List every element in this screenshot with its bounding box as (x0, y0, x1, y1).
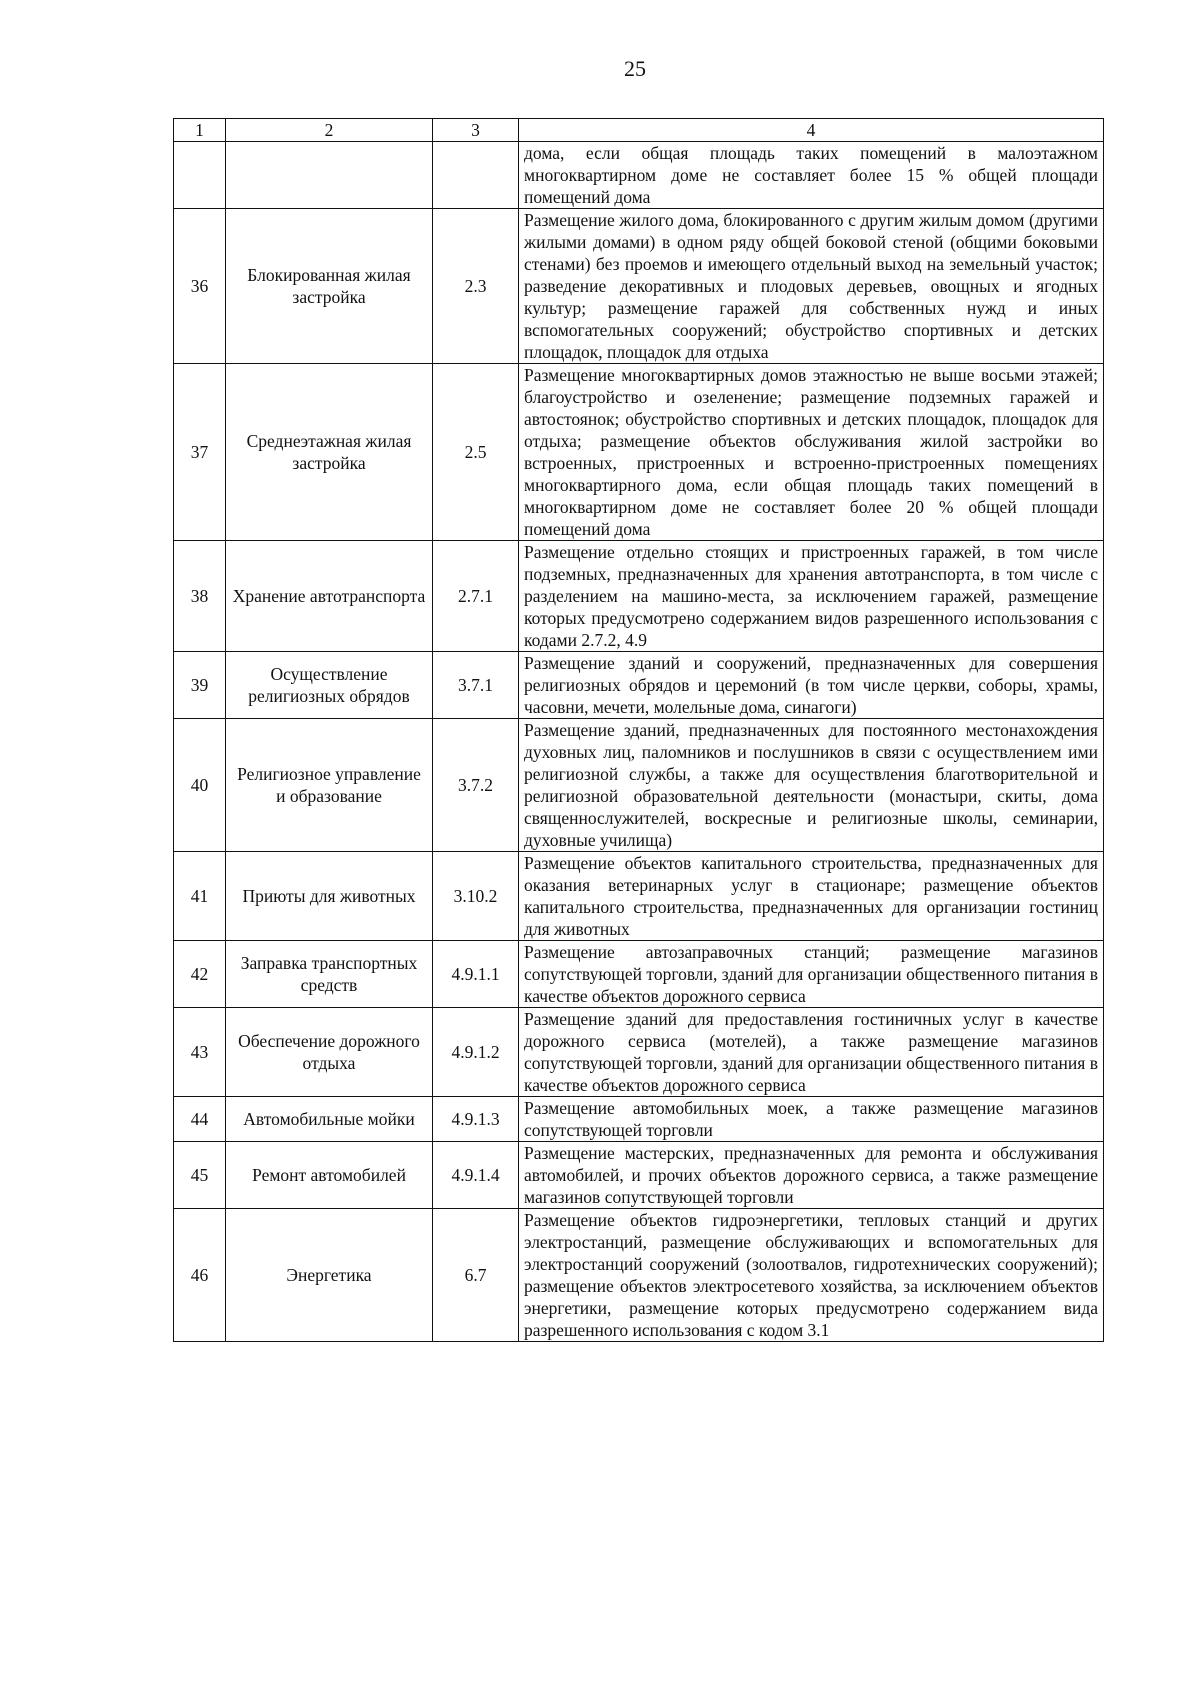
table-row (174, 852, 1104, 941)
use-type-name: Ремонт автомобилей (226, 1142, 433, 1209)
use-type-description: Размещение зданий и сооружений, предназначенных для совершения религиозных обрядов и церемоний (в том числе церкви, соборы, храмы, часовни, мечети, молельные дома, синагоги) (519, 652, 1104, 719)
use-type-code: 4.9.1.2 (433, 1008, 519, 1097)
use-type-code: 4.9.1.4 (433, 1142, 519, 1209)
use-type-name: Религиозное управление и образование (226, 719, 433, 852)
use-type-name: Энергетика (226, 1209, 433, 1342)
table-row (174, 652, 1104, 719)
use-type-name: Блокированная жилая застройка (226, 209, 433, 364)
header-col-3: 3 (433, 119, 519, 142)
row-number: 37 (174, 364, 226, 541)
table-row (174, 541, 1104, 652)
use-type-name: Хранение автотранспорта (226, 541, 433, 652)
use-type-code: 2.5 (433, 364, 519, 541)
header-col-1: 1 (174, 119, 226, 142)
table-row (174, 941, 1104, 1008)
use-type-name (226, 142, 433, 209)
table-header (174, 119, 1104, 142)
row-number: 40 (174, 719, 226, 852)
use-type-code: 3.7.2 (433, 719, 519, 852)
land-use-table (173, 118, 1104, 1342)
use-type-name: Обеспечение дорожного отдыха (226, 1008, 433, 1097)
table-row (174, 1209, 1104, 1342)
use-type-description: Размещение жилого дома, блокированного с другим жилым домом (другими жилыми домами) в одном ряду общей боковой стеной (общими боковыми стенами) без проемов и имеющего отдельный выход на земельный участок; разведение декоративных и плодовых деревьев, овощных и ягодных культур; размещение гаражей для собственных нужд и иных вспомогательных сооружений; обустройство спортивных и детских площадок, площадок для отдыха (519, 209, 1104, 364)
use-type-description: Размещение автомобильных моек, а также размещение магазинов сопутствующей торговли (519, 1097, 1104, 1142)
use-type-description: дома, если общая площадь таких помещений в малоэтажном многоквартирном доме не составляет более 15 % общей площади помещений дома (519, 142, 1104, 209)
header-col-4: 4 (519, 119, 1104, 142)
use-type-code: 3.7.1 (433, 652, 519, 719)
use-type-description: Размещение отдельно стоящих и пристроенных гаражей, в том числе подземных, предназначенных для хранения автотранспорта, в том числе с разделением на машино-места, за исключением гаражей, размещение которых предусмотрено содержанием видов разрешенного использования с кодами 2.7.2, 4.9 (519, 541, 1104, 652)
use-type-code: 2.3 (433, 209, 519, 364)
table-row (174, 364, 1104, 541)
use-type-code: 4.9.1.3 (433, 1097, 519, 1142)
use-type-description: Размещение автозаправочных станций; размещение магазинов сопутствующей торговли, зданий для организации общественного питания в качестве объектов дорожного сервиса (519, 941, 1104, 1008)
use-type-description: Размещение зданий для предоставления гостиничных услуг в качестве дорожного сервиса (мотелей), а также размещение магазинов сопутствующей торговли, зданий для организации общественного питания в качестве объектов дорожного сервиса (519, 1008, 1104, 1097)
header-col-2: 2 (226, 119, 433, 142)
use-type-name: Автомобильные мойки (226, 1097, 433, 1142)
use-type-code: 3.10.2 (433, 852, 519, 941)
row-number: 36 (174, 209, 226, 364)
use-type-code: 4.9.1.1 (433, 941, 519, 1008)
use-type-name: Приюты для животных (226, 852, 433, 941)
use-type-name: Осуществление религиозных обрядов (226, 652, 433, 719)
use-type-code: 6.7 (433, 1209, 519, 1342)
use-type-name: Среднеэтажная жилая застройка (226, 364, 433, 541)
table-row (174, 142, 1104, 209)
row-number: 41 (174, 852, 226, 941)
table-row (174, 209, 1104, 364)
row-number: 43 (174, 1008, 226, 1097)
table-row (174, 1008, 1104, 1097)
row-number: 44 (174, 1097, 226, 1142)
row-number: 45 (174, 1142, 226, 1209)
row-number (174, 142, 226, 209)
use-type-code: 2.7.1 (433, 541, 519, 652)
row-number: 38 (174, 541, 226, 652)
row-number: 46 (174, 1209, 226, 1342)
use-type-description: Размещение объектов гидроэнергетики, тепловых станций и других электростанций, размещение обслуживающих и вспомогательных для электростанций сооружений (золоотвалов, гидротехнических сооружений); размещение объектов электросетевого хозяйства, за исключением объектов энергетики, размещение которых предусмотрено содержанием вида разрешенного использования с кодом 3.1 (519, 1209, 1104, 1342)
use-type-description: Размещение многоквартирных домов этажностью не выше восьми этажей; благоустройство и озеленение; размещение подземных гаражей и автостоянок; обустройство спортивных и детских площадок, площадок для отдыха; размещение объектов обслуживания жилой застройки во встроенных, пристроенных и встроенно-пристроенных помещениях многоквартирного дома, если общая площадь таких помещений в многоквартирном доме не составляет более 20 % общей площади помещений дома (519, 364, 1104, 541)
table-row (174, 1142, 1104, 1209)
row-number: 39 (174, 652, 226, 719)
table-row (174, 1097, 1104, 1142)
header-row (174, 119, 1104, 142)
use-type-code (433, 142, 519, 209)
page-number: 25 (624, 56, 646, 81)
use-type-name: Заправка транспортных средств (226, 941, 433, 1008)
table-row (174, 719, 1104, 852)
use-type-description: Размещение объектов капитального строительства, предназначенных для оказания ветеринарных услуг в стационаре; размещение объектов капитального строительства, предназначенных для организации гостиниц для животных (519, 852, 1104, 941)
row-number: 42 (174, 941, 226, 1008)
use-type-description: Размещение зданий, предназначенных для постоянного местонахождения духовных лиц, паломников и послушников в связи с осуществлением ими религиозной службы, а также для осуществления благотворительной и религиозной образовательной деятельности (монастыри, скиты, дома священнослужителей, воскресные и религиозные школы, семинарии, духовные училища) (519, 719, 1104, 852)
use-type-description: Размещение мастерских, предназначенных для ремонта и обслуживания автомобилей, и прочих объектов дорожного сервиса, а также размещение магазинов сопутствующей торговли (519, 1142, 1104, 1209)
